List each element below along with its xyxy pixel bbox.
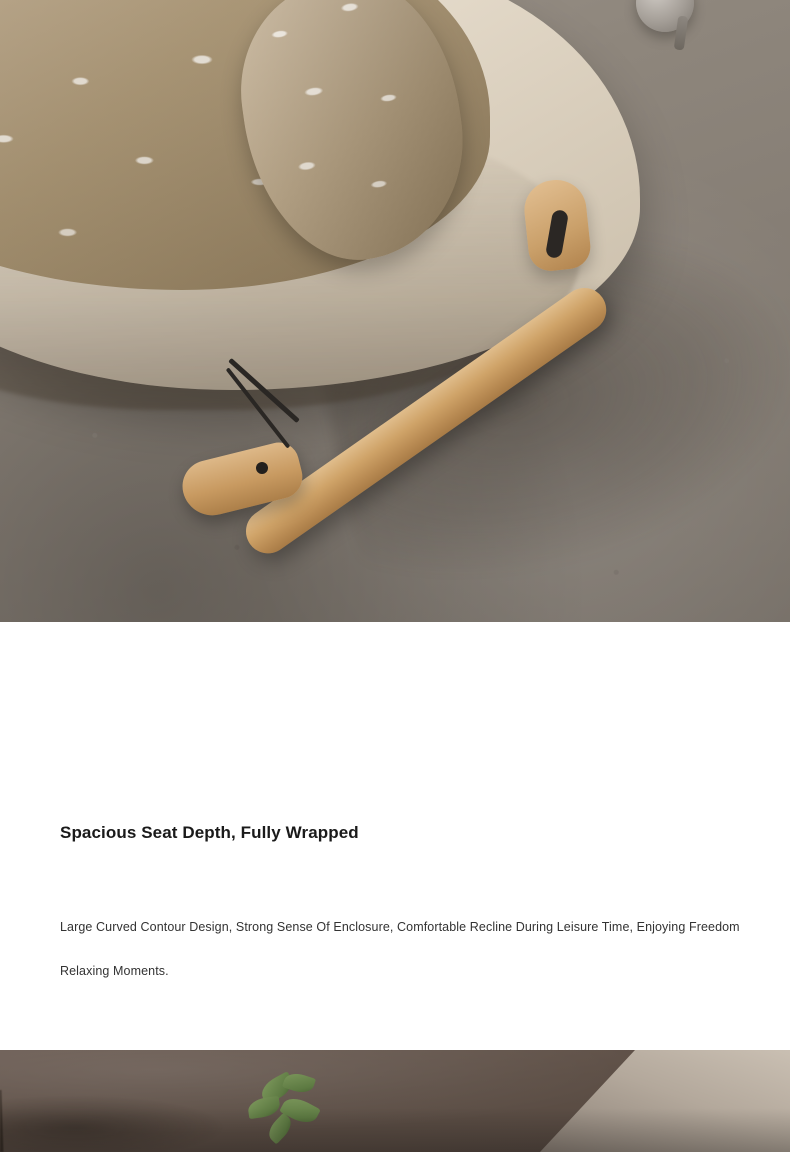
feature-body-line-2: Relaxing Moments. [60, 964, 169, 978]
product-photo-bottom [0, 1050, 790, 1152]
feature-body-line-1: Large Curved Contour Design, Strong Sense Of Enclosure, Comfortable Recline During Leisure Time, Enjoying Freedom [60, 920, 740, 934]
feature-text-section [0, 622, 790, 1050]
wooden-rocker-runner [170, 180, 640, 530]
strut-joint [256, 462, 268, 474]
bottom-scene-shadow [0, 1108, 790, 1152]
feature-body-text [60, 905, 760, 993]
feature-headline: Spacious Seat Depth, Fully Wrapped [60, 823, 359, 842]
